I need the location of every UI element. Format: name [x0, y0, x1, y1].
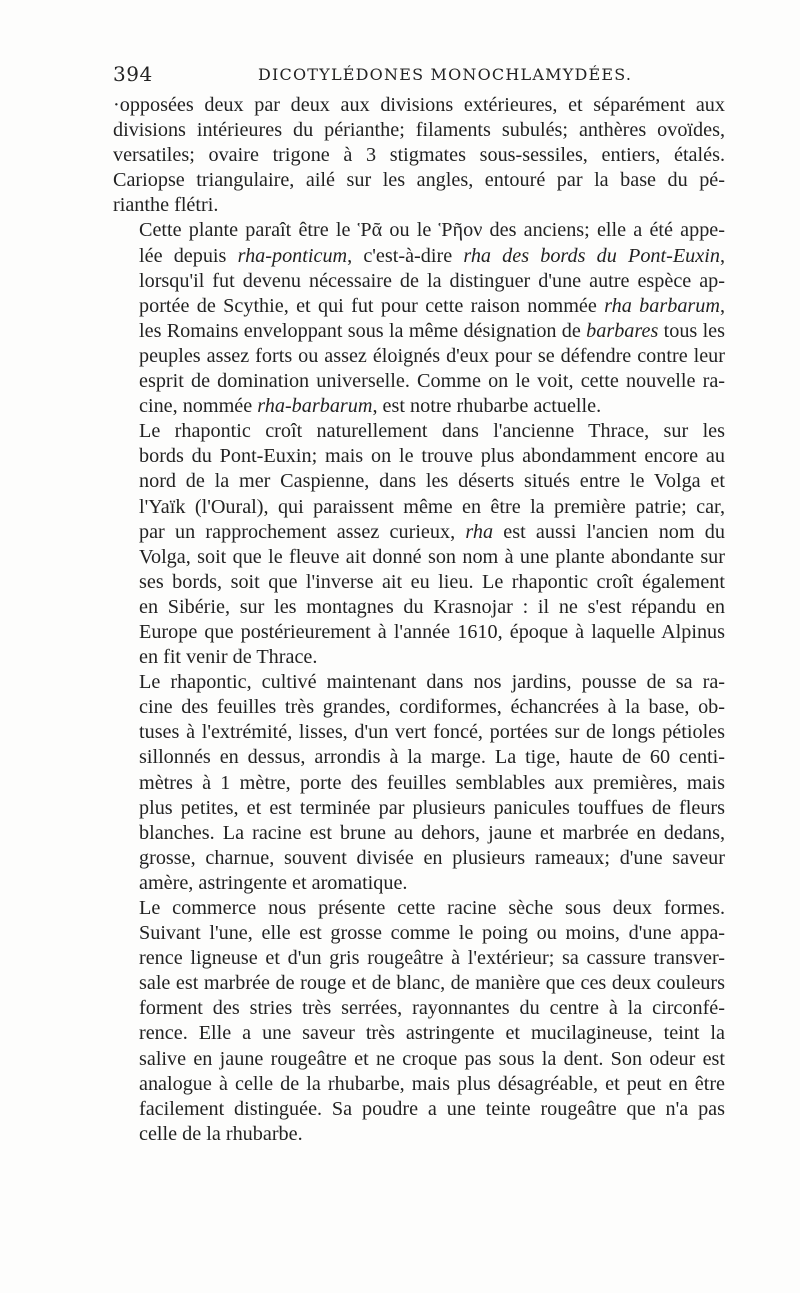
text-run: plus petites, et est terminée par plusieurs panicules touffues de fleurs: [139, 796, 725, 819]
text-line: [113, 369, 725, 394]
text-line: [113, 294, 725, 319]
text-run: Volga, soit que le fleuve ait donné son nom à une plante abondante sur: [139, 545, 725, 568]
text-line: [113, 394, 725, 419]
text-line: [113, 1072, 725, 1097]
paragraph: [113, 896, 725, 1147]
text-line: [113, 745, 725, 770]
text-line: [113, 720, 725, 745]
text-run: rence ligneuse et d'un gris rougeâtre à l'extérieur; sa cassure transver-: [139, 947, 725, 970]
text-line: [113, 193, 725, 218]
text-line: [113, 971, 725, 996]
text-run: ·opposées deux par deux aux divisions extérieures, et séparément aux: [113, 94, 725, 116]
text-line: [113, 670, 725, 695]
text-line: [113, 244, 725, 269]
text-line: [113, 444, 725, 469]
text-run: Le commerce nous présente cette racine sèche sous deux formes.: [139, 897, 725, 919]
text-run: les Romains enveloppant sous la même désignation de: [139, 319, 587, 342]
text-run: ,: [719, 244, 725, 267]
page-header: [113, 62, 723, 90]
text-line: [113, 921, 725, 946]
italic-term: rha-ponticum: [237, 244, 348, 267]
text-run: Cette plante paraît être le Ῥᾶ ou le Ῥῆον des anciens; elle a été appe-: [139, 219, 725, 242]
text-line: [113, 620, 725, 645]
text-run: versatiles; ovaire trigone à 3 stigmates sous-sessiles, entiers, étalés.: [113, 144, 725, 167]
paragraph: [113, 218, 725, 419]
text-line: [113, 595, 725, 620]
text-line: [113, 118, 725, 143]
text-run: ses bords, soit que l'inverse ait eu lieu. Le rhapontic croît également: [139, 570, 725, 593]
text-line: [113, 520, 725, 545]
page-number: 394: [113, 62, 153, 86]
text-run: Suivant l'une, elle est grosse comme le poing ou moins, d'une appa-: [139, 922, 725, 945]
text-run: , c'est-à-dire: [347, 244, 464, 267]
text-line: [113, 896, 725, 921]
paragraph: [113, 93, 725, 218]
text-run: bords du Pont-Euxin; mais on le trouve plus abondamment encore au: [139, 445, 725, 468]
text-line: [113, 821, 725, 846]
italic-term: rha barbarum: [604, 294, 720, 317]
text-line: [113, 1021, 725, 1046]
text-line: [113, 695, 725, 720]
text-run: salive en jaune rougeâtre et ne croque pas sous la dent. Son odeur est: [139, 1047, 725, 1070]
text-run: rence. Elle a une saveur très astringente et mucilagineuse, teint la: [139, 1022, 725, 1045]
text-line: [113, 495, 725, 520]
paragraph: [113, 670, 725, 896]
text-run: celle de la rhubarbe.: [139, 1122, 303, 1145]
text-line: [113, 645, 725, 670]
text-run: est aussi l'ancien nom du: [493, 520, 725, 543]
text-run: facilement distinguée. Sa poudre a une teinte rougeâtre que n'a pas: [139, 1097, 725, 1120]
text-run: cine des feuilles très grandes, cordiformes, échancrées à la base, ob-: [139, 696, 725, 719]
text-run: tous les: [658, 319, 725, 342]
text-run: blanches. La racine est brune au dehors, jaune et marbrée en dedans,: [139, 821, 725, 844]
text-line: [113, 469, 725, 494]
text-line: [113, 771, 725, 796]
text-line: [113, 846, 725, 871]
text-line: [113, 871, 725, 896]
text-run: nord de la mer Caspienne, dans les déserts situés entre le Volga et: [139, 470, 725, 493]
italic-term: rha: [465, 520, 494, 543]
text-run: lée depuis: [139, 244, 238, 267]
text-run: lorsqu'il fut devenu nécessaire de la distinguer d'une autre espèce ap-: [139, 269, 725, 292]
text-line: [113, 344, 725, 369]
text-run: amère, astringente et aromatique.: [139, 871, 408, 894]
text-run: Europe que postérieurement à l'année 1610, époque à laquelle Alpinus: [139, 620, 725, 643]
italic-term: barbares: [586, 319, 659, 342]
text-run: portée de Scythie, et qui fut pour cette raison nommée: [139, 294, 605, 317]
text-line: [113, 1122, 725, 1147]
text-line: [113, 570, 725, 595]
text-run: divisions intérieures du périanthe; filaments subulés; anthères ovoïdes,: [113, 119, 725, 142]
text-run: Cariopse triangulaire, ailé sur les angles, entouré par la base du pé-: [113, 169, 725, 192]
text-run: cine, nommée: [139, 395, 258, 418]
text-line: [113, 269, 725, 294]
text-run: peuples assez forts ou assez éloignés d'eux pour se défendre contre leur: [139, 344, 725, 367]
text-run: mètres à 1 mètre, porte des feuilles semblables aux premières, mais: [139, 771, 725, 794]
text-run: tuses à l'extrémité, lisses, d'un vert foncé, portées sur de longs pétioles: [139, 721, 725, 744]
text-run: analogue à celle de la rhubarbe, mais plus désagréable, et peut en être: [139, 1072, 725, 1095]
text-line: [113, 796, 725, 821]
text-line: [113, 1047, 725, 1072]
text-run: par un rapprochement assez curieux,: [139, 520, 466, 543]
running-head: DICOTYLÉDONES MONOCHLAMYDÉES.: [258, 65, 633, 84]
text-run: ,: [719, 294, 725, 317]
text-line: [113, 996, 725, 1021]
text-run: sillonnés en dessus, arrondis à la marge. La tige, haute de 60 centi-: [139, 746, 725, 769]
paragraph: [113, 419, 725, 670]
text-run: grosse, charnue, souvent divisée en plusieurs rameaux; d'une saveur: [139, 846, 725, 869]
text-run: Le rhapontic, cultivé maintenant dans nos jardins, pousse de sa ra-: [139, 671, 725, 694]
text-line: [113, 946, 725, 971]
text-line: [113, 218, 725, 243]
text-run: esprit de domination universelle. Comme on le voit, cette nouvelle ra-: [139, 370, 725, 393]
text-run: en Sibérie, sur les montagnes du Krasnojar : il ne s'est répandu en: [139, 595, 725, 618]
text-line: [113, 143, 725, 168]
text-run: sale est marbrée de rouge et de blanc, de manière que ces deux couleurs: [139, 972, 725, 995]
text-run: Le rhapontic croît naturellement dans l'ancienne Thrace, sur les: [139, 420, 725, 443]
text-line: [113, 545, 725, 570]
text-run: en fit venir de Thrace.: [139, 646, 318, 669]
italic-term: rha-barbarum: [257, 395, 373, 418]
text-run: forment des stries très serrées, rayonnantes du centre à la circonfé-: [139, 997, 725, 1020]
text-line: [113, 419, 725, 444]
text-run: rianthe flétri.: [113, 194, 219, 217]
text-body: [113, 93, 725, 1147]
text-line: [113, 93, 725, 118]
text-line: [113, 319, 725, 344]
text-line: [113, 1097, 725, 1122]
text-line: [113, 168, 725, 193]
text-run: , est notre rhubarbe actuelle.: [372, 395, 602, 418]
italic-term: rha des bords du Pont-Euxin: [463, 244, 720, 267]
text-run: l'Yaïk (l'Oural), qui paraissent même en être la première patrie; car,: [139, 495, 725, 518]
